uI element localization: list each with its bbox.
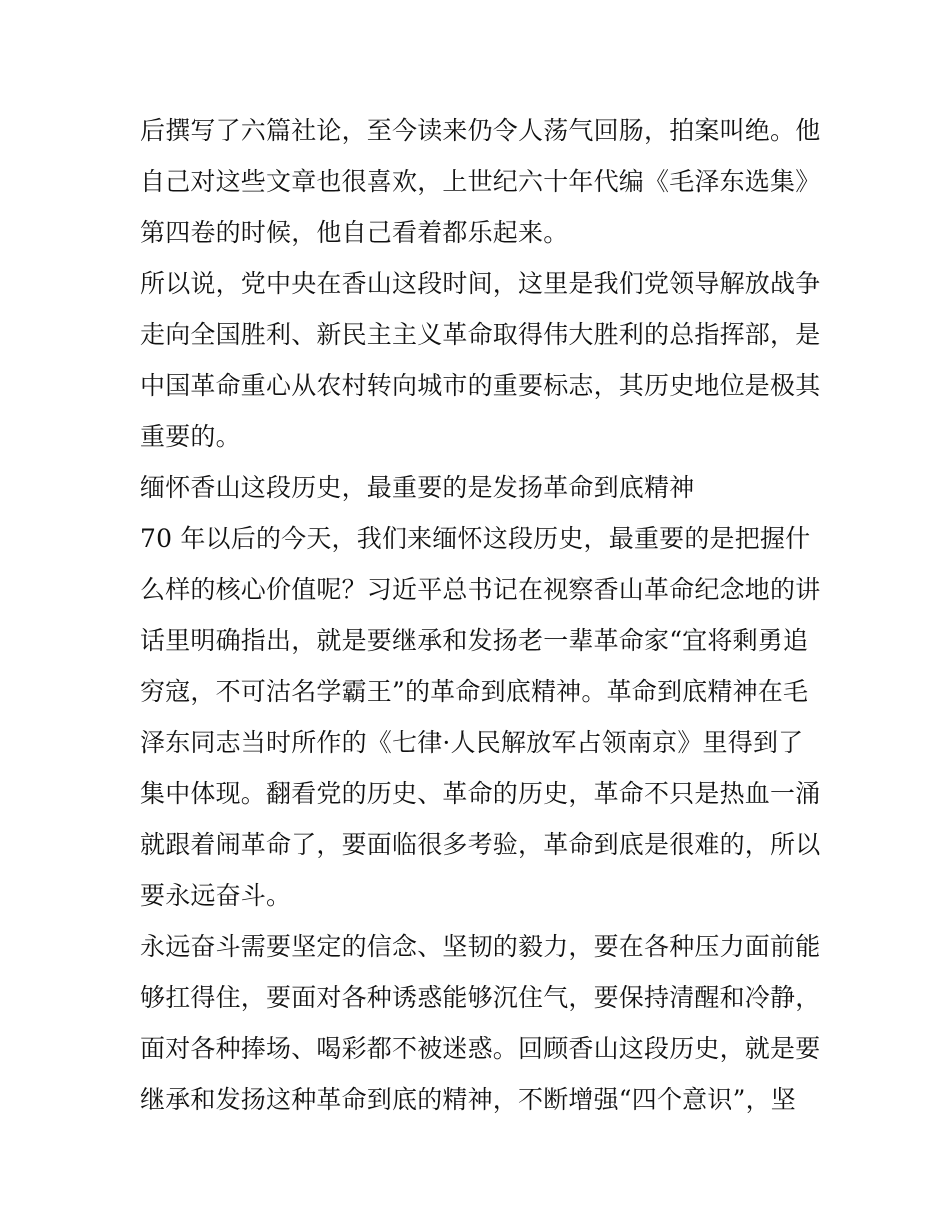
text-line: 永远奋斗需要坚定的信念、坚韧的毅力，要在各种压力面前能: [140, 932, 821, 961]
text-line: 第四卷的时候，他自己看着都乐起来。: [140, 218, 569, 247]
text-line: 要永远奋斗。: [140, 881, 292, 910]
text-line: 话里明确指出，就是要继承和发扬老一辈革命家“宜将剩勇追: [140, 626, 809, 655]
text-line: 自己对这些文章也很喜欢，上世纪六十年代编《毛泽东选集》: [140, 167, 821, 196]
document-body: [140, 105, 821, 1125]
text-line: 就跟着闹革命了，要面临很多考验，革命到底是很难的，所以: [140, 830, 821, 859]
text-line: 穷寇，不可沽名学霸王”的革命到底精神。革命到底精神在毛: [140, 677, 809, 706]
text-line: 继承和发扬这种革命到底的精神，不断增强“四个意识”，坚: [140, 1085, 796, 1114]
text-line: 泽东同志当时所作的《七律·人民解放军占领南京》里得到了: [140, 728, 804, 757]
text-line: 70 年以后的今天，我们来缅怀这段历史，最重要的是把握什: [140, 524, 811, 553]
text-line: 够扛得住，要面对各种诱惑能够沉住气，要保持清醒和冷静，: [140, 983, 821, 1012]
text-line: 么样的核心价值呢？习近平总书记在视察香山革命纪念地的讲: [140, 575, 821, 604]
text-line: 中国革命重心从农村转向城市的重要标志，其历史地位是极其: [140, 371, 821, 400]
text-line: 重要的。: [140, 422, 241, 451]
text-line: 所以说，党中央在香山这段时间，这里是我们党领导解放战争: [140, 269, 821, 298]
text-line: 走向全国胜利、新民主主义革命取得伟大胜利的总指挥部，是: [140, 320, 821, 349]
section-heading: 缅怀香山这段历史，最重要的是发扬革命到底精神: [140, 473, 695, 502]
text-line: 面对各种捧场、喝彩都不被迷惑。回顾香山这段历史，就是要: [140, 1034, 821, 1063]
text-line: 后撰写了六篇社论，至今读来仍令人荡气回肠，拍案叫绝。他: [140, 116, 821, 145]
text-line: 集中体现。翻看党的历史、革命的历史，革命不只是热血一涌: [140, 779, 821, 808]
